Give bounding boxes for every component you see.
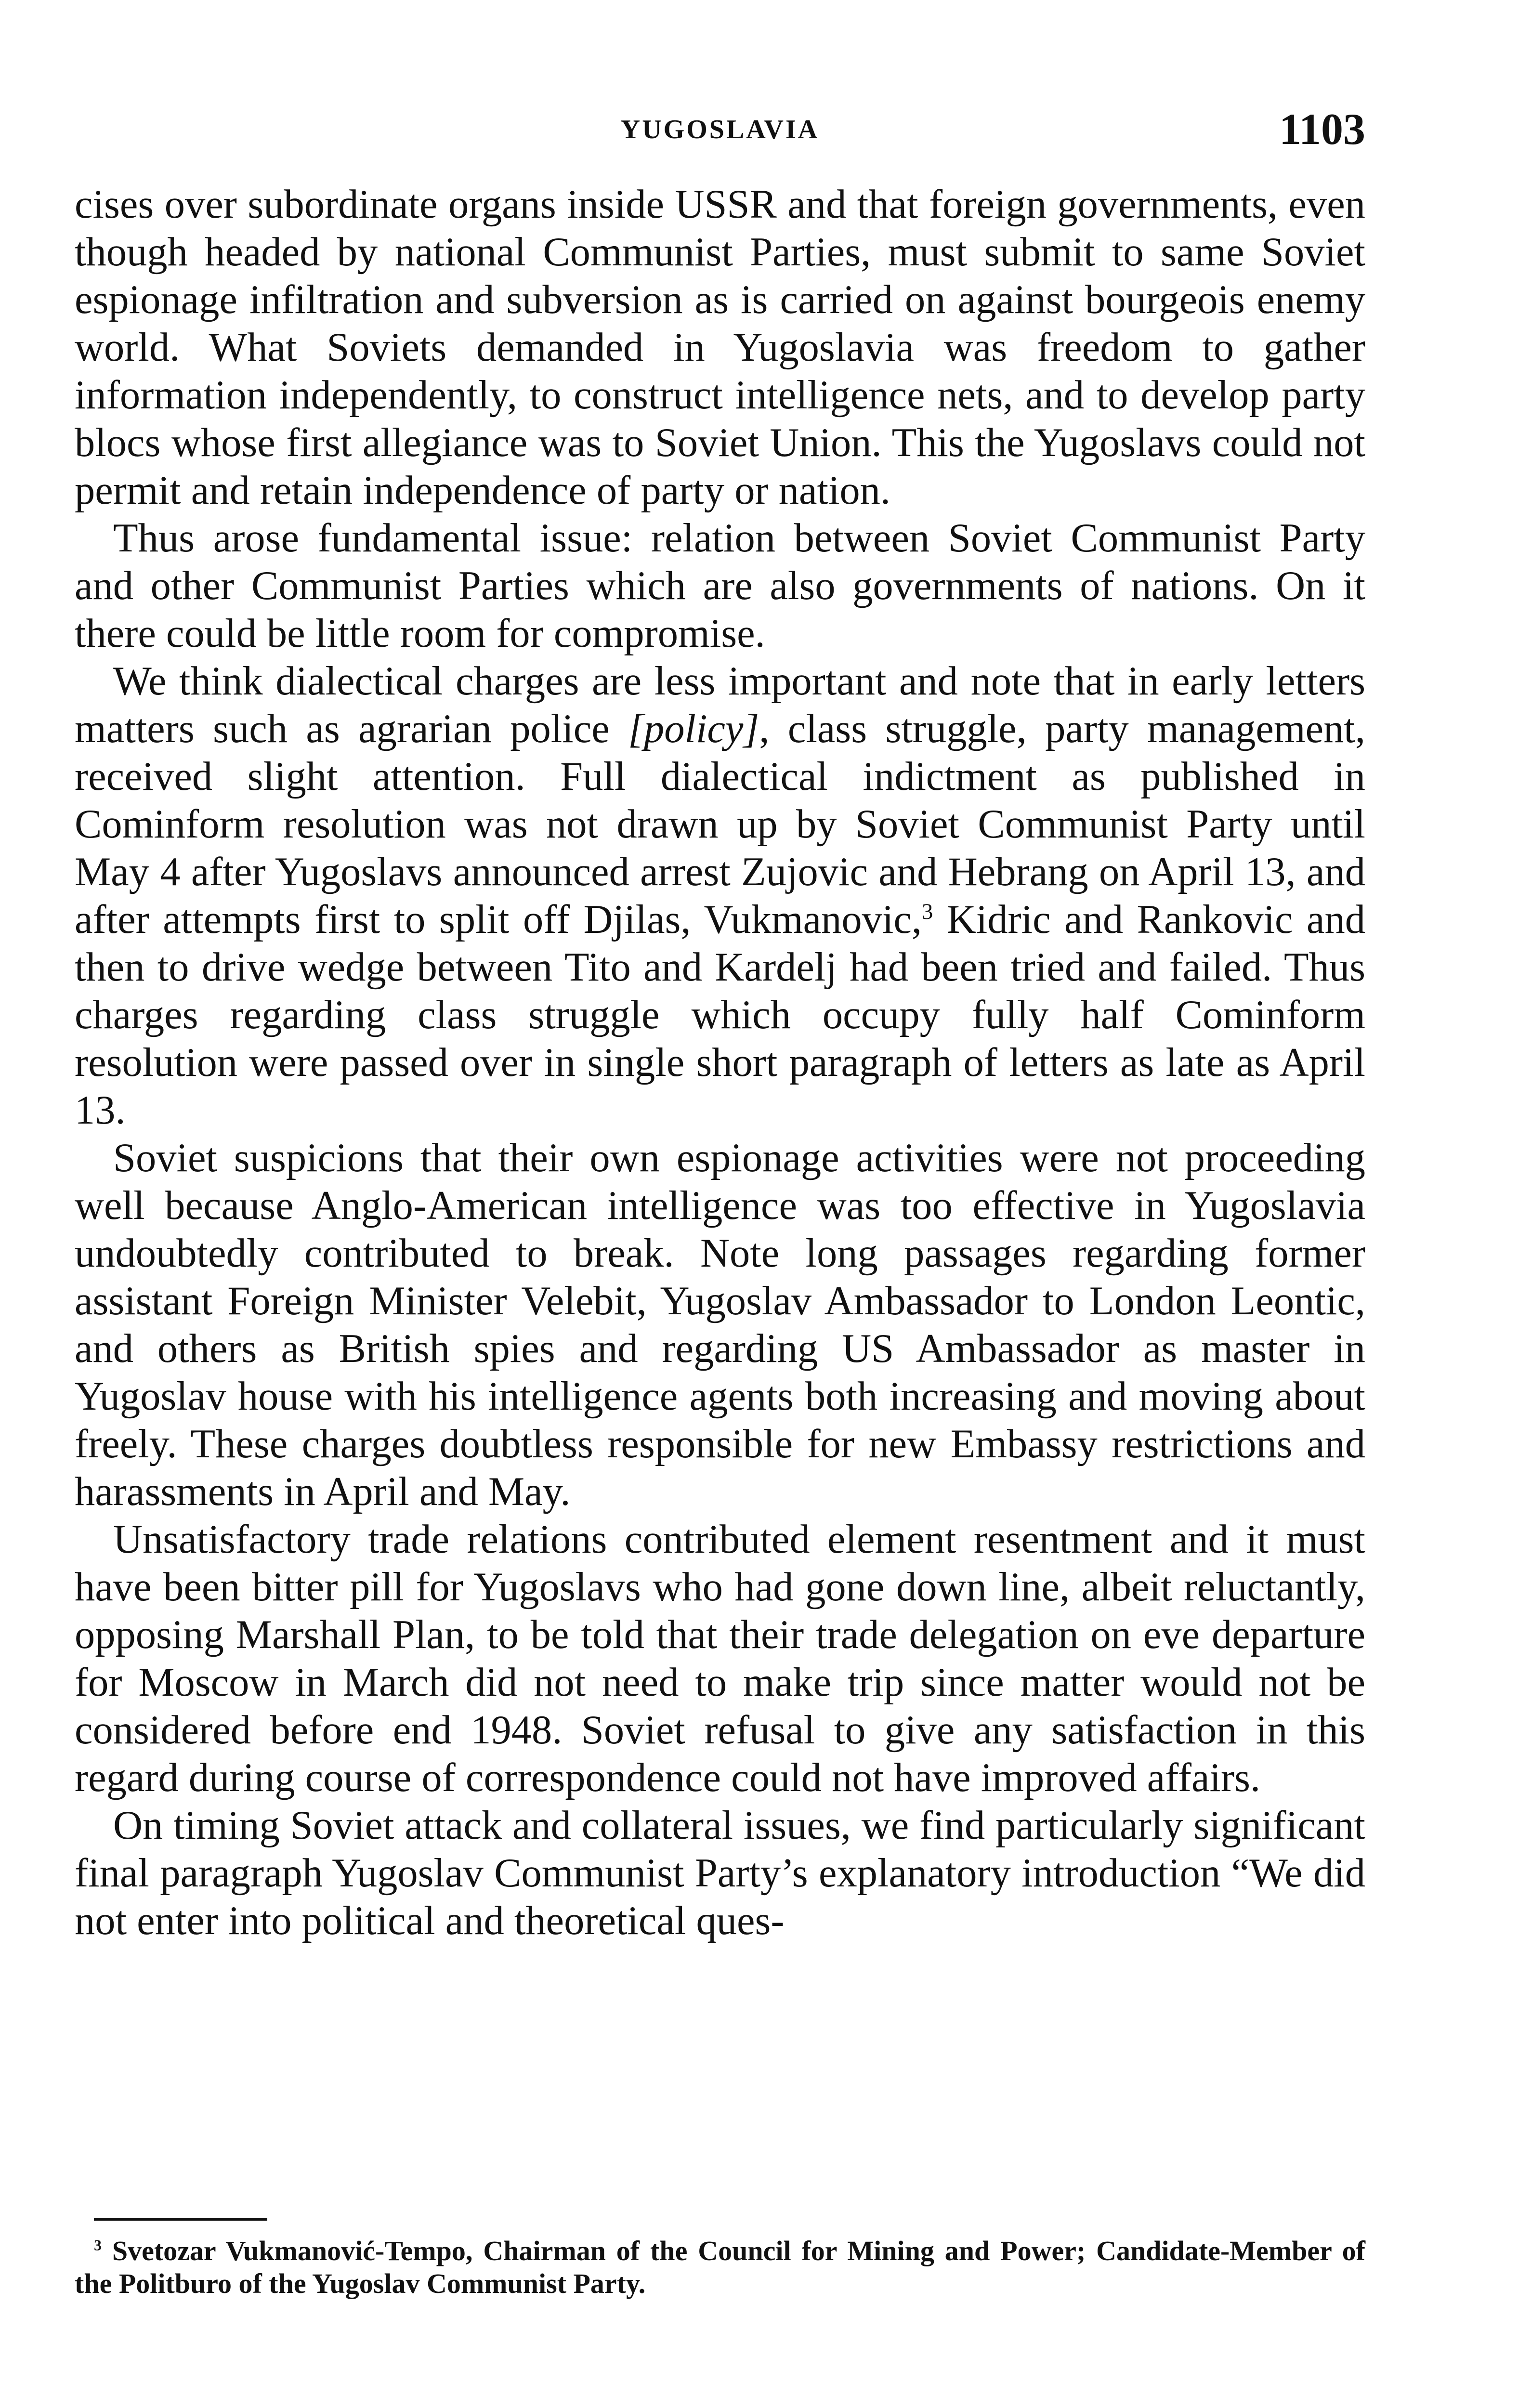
paragraph-text: Soviet suspicions that their own espionage activities were not proceeding well because Anglo-American intelligence was too effective in Yugoslavia undoubtedly contributed to break. Note long passages regarding former assistant Foreign Minister Velebit, Yugoslav Ambassador to London Leontic, and others as British spies and regarding US Ambassador as master in Yugoslav house with his intelligence agents both increasing and moving about freely. These charges doubtless responsible for new Embassy restrictions and harassments in April and May. <box>75 1136 1365 1514</box>
editorial-insertion: [policy] <box>628 707 759 751</box>
paragraph-text: On timing Soviet attack and collateral issues, we find particularly significant final paragraph Yugoslav Communist Party’s explanatory introduction “We did not enter into political and theoretical ques- <box>75 1803 1365 1943</box>
footnote-text: Svetozar Vukmanović-Tempo, Chairman of the Council for Mining and Power; Candidate-Member of the Politburo of the Yugoslav Communist Party. <box>75 2235 1365 2299</box>
running-title: YUGOSLAVIA <box>620 115 820 144</box>
paragraph-4 <box>75 1134 1365 1516</box>
body-text <box>75 181 1365 1945</box>
paragraph-text: We think dialectical charges are less important and note that in early letters matters such as agrarian police <box>75 659 1365 751</box>
paragraph-1 <box>75 181 1365 514</box>
footnote-3 <box>75 2235 1365 2300</box>
footnote-divider <box>94 2218 267 2221</box>
paragraph-text: cises over subordinate organs inside USSR and that foreign governments, even though headed by national Communist Parties, must submit to same Soviet espionage infiltration and subversion as is carried on against bourgeois enemy world. What Soviets demanded in Yugoslavia was freedom to gather information independently, to construct intelligence nets, and to develop party blocs whose first allegiance was to Soviet Union. This the Yugoslavs could not permit and retain independence of party or nation. <box>75 182 1365 513</box>
paragraph-6 <box>75 1802 1365 1945</box>
footnotes <box>75 2235 1365 2300</box>
paragraph-2 <box>75 514 1365 657</box>
paragraph-text: Thus arose fundamental issue: relation between Soviet Communist Party and other Communist Parties which are also governments of nations. On it there could be little room for compromise. <box>75 516 1365 656</box>
document-page <box>75 0 1365 2408</box>
paragraph-text: Kidric and Rankovic and then to drive wedge between Tito and Kardelj had been tried and failed. Thus charges regarding class struggle which occupy fully half Cominform resolution were passed over in single short paragraph of letters as late as April 13. <box>75 897 1365 1133</box>
running-head <box>75 104 1365 157</box>
footnote-reference: 3 <box>922 899 933 924</box>
paragraph-text: , class struggle, party management, received slight attention. Full dialectical indictment as published in Cominform resolution was not drawn up by Soviet Communist Party until May 4 after Yugoslavs announced arrest Zujovic and Hebrang on April 13, and after attempts first to split off Djilas, Vukmanovic, <box>75 707 1365 942</box>
paragraph-3 <box>75 657 1365 1134</box>
page-number: 1103 <box>1279 105 1365 154</box>
paragraph-text: Unsatisfactory trade relations contributed element resentment and it must have been bitter pill for Yugoslavs who had gone down line, albeit reluctantly, opposing Marshall Plan, to be told that their trade delegation on eve departure for Moscow in March did not need to make trip since matter would not be considered before end 1948. Soviet refusal to give any satisfaction in this regard during course of correspondence could not have improved affairs. <box>75 1517 1365 1800</box>
paragraph-5 <box>75 1516 1365 1802</box>
footnote-marker: 3 <box>94 2237 102 2254</box>
